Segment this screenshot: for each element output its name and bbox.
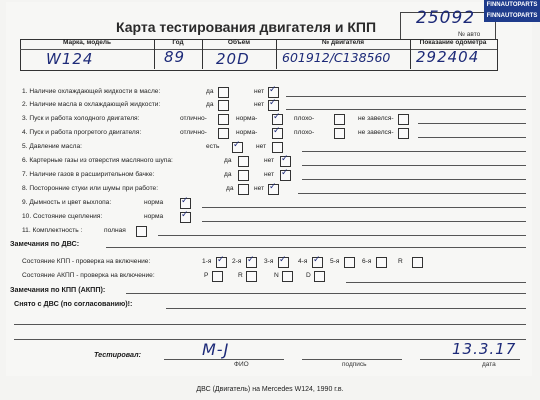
item-5-label: 5. Давление масла: [22,143,82,150]
check-mark-icon: ✓ [273,126,281,136]
test-card-sheet [6,2,532,376]
blank-line [14,339,526,340]
item-7-label: 7. Наличие газов в расширительном бачке: [22,171,155,178]
item-9-option-label: норма [144,199,164,206]
item-4-option-label: не завелся- [358,129,394,136]
item-7-checkbox[interactable] [238,170,249,181]
item-3-checkbox[interactable] [334,114,345,125]
item-4-option-label: плохо- [294,129,315,136]
removed-label: Снято с ДВС (по согласованию)!: [14,299,133,308]
engine-remarks-label: Замечания по ДВС: [10,239,80,248]
item-5-checkbox[interactable] [272,142,283,153]
item-2-checkbox[interactable] [218,100,229,111]
item-6-notes-line [302,165,526,166]
gearbox-remarks-line [126,293,526,294]
signature-scribble: M-J [202,340,230,359]
manual-gear-label: 1-я [202,258,212,265]
item-3-checkbox[interactable] [218,114,229,125]
manual-gear-label: 3-я [264,258,274,265]
item-7-notes-line [302,179,526,180]
gearbox-line [346,282,526,283]
auto-gear-checkbox[interactable] [212,271,223,282]
item-3-checkbox[interactable] [398,114,409,125]
check-mark-icon: ✓ [269,182,277,192]
blank-line [14,324,526,325]
check-mark-icon: ✓ [313,255,321,265]
item-1-option-label: нет [254,88,265,95]
check-mark-icon: ✓ [181,196,189,206]
item-4-option-label: отлично- [180,129,207,136]
photo-caption: ДВС (Двигатель) на Mercedes W124, 1990 г.в. [196,386,344,393]
item-4-option-label: норма- [236,129,258,136]
header-model: Марка, модель [62,39,112,46]
item-6-checkbox[interactable] [238,156,249,167]
item-2-option-label: нет [254,101,265,108]
item-8-label: 8. Посторонние стуки или шумы при работе: [22,185,159,192]
item-3-option-label: плохо- [294,115,315,122]
header-year: Год [172,39,184,46]
header-volume: Объём [227,39,251,46]
item-7-option-label: да [224,171,232,178]
item-10-label: 10. Состояние сцепления: [22,213,103,220]
manual-gear-label: 2-я [232,258,242,265]
auto-gearbox-label: Состояние АКПП - проверка на включение: [22,272,155,279]
odometer-value: 292404 [416,48,480,66]
auto-gear-checkbox[interactable] [282,271,293,282]
item-6-label: 6. Картерные газы из отверстия масляного шупа: [22,157,173,164]
signature-caption: подпись [342,361,367,368]
item-8-notes-line [298,193,526,194]
item-6-option-label: да [224,157,232,164]
manual-gear-checkbox[interactable] [412,257,423,268]
item-4-checkbox[interactable] [218,128,229,139]
tested-label: Тестировал: [94,350,141,359]
item-8-option-label: нет [254,185,265,192]
check-mark-icon: ✓ [181,210,189,220]
manual-gear-label: 6-я [362,258,372,265]
manual-gear-label: 4-я [298,258,308,265]
item-3-label: 3. Пуск и работа холодного двигателя: [22,115,140,122]
item-1-label: 1. Наличие охлаждающей жидкости в масле: [22,88,161,95]
item-9-notes-line [202,207,526,208]
auto-gear-label: P [204,272,209,279]
removed-line [166,308,526,309]
brand-line-1: FINNAUTOPARTS [486,2,538,8]
item-4-notes-line [418,137,526,138]
auto-gear-label: N [274,272,279,279]
check-mark-icon: ✓ [247,255,255,265]
item-5-option-label: есть [206,143,220,150]
item-3-option-label: норма- [236,115,258,122]
manual-gear-label: R [398,258,403,265]
item-3-option-label: не завелся- [358,115,394,122]
check-mark-icon: ✓ [269,98,277,108]
fio-line [164,359,284,360]
item-11-checkbox[interactable] [136,226,147,237]
signature-line [302,359,402,360]
item-5-option-label: нет [256,143,267,150]
gearbox-remarks-label: Замечания по КПП (АКПП): [10,285,106,294]
auto-gear-checkbox[interactable] [314,271,325,282]
card-number-value: 25092 [416,8,476,28]
manual-gear-checkbox[interactable] [344,257,355,268]
check-mark-icon: ✓ [233,140,241,150]
volume-value: 20D [216,50,250,68]
manual-gear-checkbox[interactable] [376,257,387,268]
item-6-option-label: нет [264,157,275,164]
check-mark-icon: ✓ [281,168,289,178]
model-value: W124 [46,50,94,68]
item-2-label: 2. Наличие масла в охлаждающей жидкости: [22,101,161,108]
item-9-label: 9. Дымность и цвет выхлопа: [22,199,112,206]
form-title: Карта тестирования двигателя и КПП [116,19,377,35]
check-mark-icon: ✓ [279,255,287,265]
manual-gearbox-label: Состояние КПП - проверка на включение: [22,258,151,265]
item-3-option-label: отлично- [180,115,207,122]
auto-gear-label: D [306,272,311,279]
item-1-option-label: да [206,88,214,95]
item-7-option-label: нет [264,171,275,178]
item-2-notes-line [286,109,526,110]
date-caption: дата [482,361,496,368]
item-10-notes-line [202,221,526,222]
check-mark-icon: ✓ [273,112,281,122]
item-1-notes-line [286,96,526,97]
item-11-label: 11. Комплектность : [22,227,83,234]
check-mark-icon: ✓ [281,154,289,164]
engine-number-value: 601912/C138560 [282,50,391,65]
brand-watermark [484,0,540,22]
auto-gear-label: R [238,272,243,279]
item-4-checkbox[interactable] [334,128,345,139]
item-4-label: 4. Пуск и работа прогретого двигателя: [22,129,142,136]
item-4-checkbox[interactable] [398,128,409,139]
item-1-checkbox[interactable] [218,87,229,98]
item-3-notes-line [418,123,526,124]
auto-gear-checkbox[interactable] [246,271,257,282]
item-8-checkbox[interactable] [238,184,249,195]
header-odometer: Показание одометра [419,39,487,46]
manual-gear-label: 5-я [330,258,340,265]
item-10-option-label: норма [144,213,164,220]
fio-caption: ФИО [234,361,249,368]
engine-remarks-line [106,247,526,248]
year-value: 89 [164,48,186,66]
item-8-option-label: да [226,185,234,192]
date-line [420,359,520,360]
card-number-label: № авто [458,31,481,38]
item-5-notes-line [302,151,526,152]
date-value: 13.3.17 [452,340,517,358]
brand-line-2: FINNAUTOPARTS [486,13,538,19]
check-mark-icon: ✓ [217,255,225,265]
check-mark-icon: ✓ [269,85,277,95]
item-11-notes-line [158,235,526,236]
header-engine-number: № двигателя [321,39,365,46]
item-11-option-label: полная [104,227,126,234]
item-2-option-label: да [206,101,214,108]
